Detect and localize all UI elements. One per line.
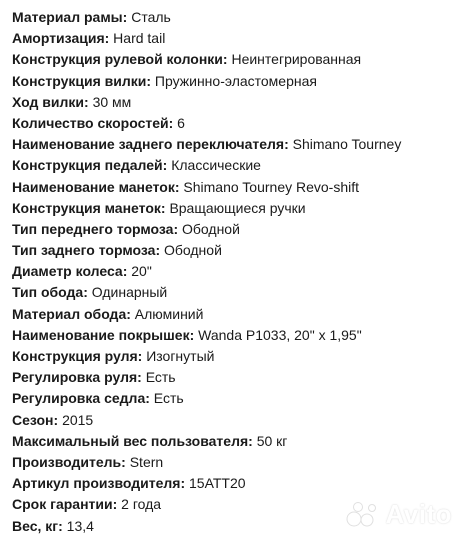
spec-value: Shimano Tourney Revo-shift bbox=[183, 178, 360, 195]
spec-value: Классические bbox=[171, 157, 261, 174]
spec-row bbox=[12, 367, 462, 388]
spec-key: Наименование покрышек: bbox=[12, 326, 195, 343]
spec-row bbox=[12, 198, 462, 219]
spec-row bbox=[12, 452, 462, 473]
spec-value: Алюминий bbox=[134, 305, 204, 322]
spec-row bbox=[12, 304, 462, 325]
spec-value: 2015 bbox=[62, 411, 94, 428]
spec-row bbox=[12, 92, 462, 113]
spec-row bbox=[12, 71, 462, 92]
spec-key: Тип заднего тормоза: bbox=[12, 242, 161, 259]
avito-watermark bbox=[345, 499, 452, 530]
spec-row bbox=[12, 134, 462, 155]
spec-row bbox=[12, 113, 462, 134]
spec-key: Максимальный вес пользователя: bbox=[12, 432, 253, 449]
spec-value: 50 кг bbox=[256, 432, 288, 449]
spec-key: Материал рамы: bbox=[12, 9, 128, 25]
spec-key: Артикул производителя: bbox=[12, 475, 186, 492]
spec-key: Сезон: bbox=[12, 411, 59, 428]
spec-key: Конструкция руля: bbox=[12, 348, 143, 364]
spec-row bbox=[12, 261, 462, 282]
spec-value: Hard tail bbox=[113, 30, 166, 47]
spec-value: Одинарный bbox=[91, 284, 168, 301]
spec-key: Конструкция вилки: bbox=[12, 72, 152, 89]
spec-key: Материал обода: bbox=[12, 305, 131, 322]
avito-watermark-text: Avito bbox=[385, 499, 452, 529]
spec-row bbox=[12, 388, 462, 409]
spec-key: Ход вилки: bbox=[12, 93, 89, 110]
spec-value: Wanda P1033, 20" x 1,95" bbox=[198, 326, 362, 343]
spec-key: Конструкция рулевой колонки: bbox=[12, 51, 228, 68]
spec-list bbox=[12, 7, 462, 537]
spec-value: 20" bbox=[131, 263, 152, 280]
spec-value: 6 bbox=[177, 114, 185, 131]
spec-key: Амортизация: bbox=[12, 30, 110, 47]
spec-key: Регулировка руля: bbox=[12, 369, 142, 386]
spec-key: Вес, кг: bbox=[12, 517, 63, 534]
spec-key: Количество скоростей: bbox=[12, 114, 174, 131]
spec-value: Неинтегрированная bbox=[231, 51, 362, 68]
spec-value: 13,4 bbox=[66, 517, 94, 534]
spec-row bbox=[12, 410, 462, 431]
spec-row bbox=[12, 28, 462, 49]
spec-value: Есть bbox=[145, 369, 176, 386]
spec-value: Пружинно-эластомерная bbox=[154, 72, 317, 89]
spec-value: Stern bbox=[129, 453, 164, 470]
spec-row bbox=[12, 473, 462, 494]
spec-row bbox=[12, 49, 462, 70]
spec-row bbox=[12, 325, 462, 346]
spec-row bbox=[12, 282, 462, 303]
spec-row bbox=[12, 155, 462, 176]
spec-key: Диаметр колеса: bbox=[12, 263, 128, 280]
spec-key: Тип обода: bbox=[12, 284, 88, 301]
spec-key: Конструкция педалей: bbox=[12, 157, 168, 174]
spec-key: Производитель: bbox=[12, 453, 126, 470]
spec-value: Сталь bbox=[131, 9, 171, 25]
spec-value: Есть bbox=[153, 390, 184, 407]
spec-row bbox=[12, 346, 462, 367]
spec-key: Регулировка седла: bbox=[12, 390, 150, 407]
spec-value: Вращающиеся ручки bbox=[169, 199, 306, 216]
spec-value: 30 мм bbox=[92, 93, 132, 110]
spec-key: Наименование заднего переключателя: bbox=[12, 136, 289, 153]
spec-key: Конструкция манеток: bbox=[12, 199, 166, 216]
spec-value: Ободной bbox=[164, 242, 222, 259]
spec-key: Тип переднего тормоза: bbox=[12, 220, 179, 237]
spec-value: Shimano Tourney bbox=[292, 136, 402, 153]
avito-logo-icon bbox=[345, 500, 379, 530]
spec-key: Срок гарантии: bbox=[12, 496, 118, 513]
spec-value: 2 года bbox=[121, 496, 162, 513]
spec-value: Ободной bbox=[182, 220, 240, 237]
spec-key: Наименование манеток: bbox=[12, 178, 180, 195]
spec-row bbox=[12, 7, 462, 28]
spec-row bbox=[12, 431, 462, 452]
spec-row bbox=[12, 177, 462, 198]
spec-row bbox=[12, 240, 462, 261]
spec-value: 15ATT20 bbox=[189, 475, 246, 492]
spec-row bbox=[12, 219, 462, 240]
spec-value: Изогнутый bbox=[146, 348, 215, 364]
